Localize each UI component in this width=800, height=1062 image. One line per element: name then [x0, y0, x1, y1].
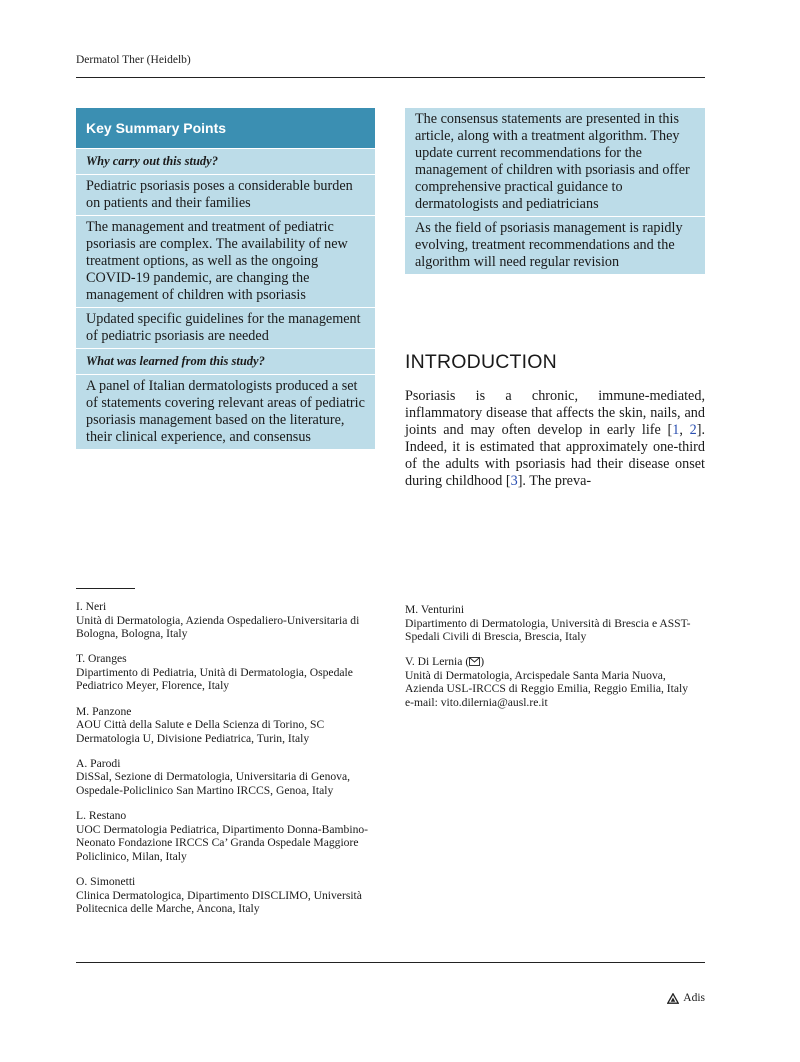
- affiliation-entry: [76, 652, 376, 693]
- summary-point: A panel of Italian dermatologists produced a set of statements covering relevant areas of pediatric psoriasis management based on the literature, their clinical experience, and consensus: [76, 374, 375, 449]
- summary-subheading: Why carry out this study?: [76, 148, 375, 174]
- author-name: I. Neri: [76, 600, 107, 613]
- author-affiliation: UOC Dermatologia Pediatrica, Dipartimento Donna-Bambino-Neonato Fondazione IRCCS Ca’ Granda Ospedale Maggiore Policlinico, Milan, Italy: [76, 822, 369, 863]
- affiliation-entry: [76, 600, 376, 641]
- intro-text-2: ]. Indeed, it is estimated that approximately one-third of the adults with psoriasis had their disease onset during childhood [: [405, 422, 705, 489]
- summary-point: The management and treatment of pediatric psoriasis are complex. The availability of new treatment options, as well as the ongoing COVID-19 pandemic, are changing the management of children with psoriasis: [76, 215, 375, 307]
- publisher-name: Adis: [683, 992, 705, 1004]
- affiliation-entry: [405, 603, 705, 644]
- author-name: L. Restano: [76, 809, 127, 823]
- affiliations-left: [76, 600, 376, 927]
- footnote-rule: [76, 588, 135, 589]
- affiliation-entry: [76, 809, 376, 863]
- intro-text-1: Psoriasis is a chronic, immune-mediated, inflammatory disease that affects the skin, nails, and joints and may often develop in early life [: [405, 388, 705, 438]
- running-head: Dermatol Ther (Heidelb): [76, 54, 191, 66]
- section-heading-introduction: INTRODUCTION: [405, 351, 557, 373]
- author-name: V. Di Lernia: [405, 655, 463, 669]
- author-affiliation: Unità di Dermatologia, Arcispedale Santa Maria Nuova, Azienda USL-IRCCS di Reggio Emilia, Reggio Emilia, Italy: [405, 668, 689, 696]
- introduction-paragraph: [405, 388, 705, 490]
- author-name: O. Simonetti: [76, 875, 136, 888]
- author-affiliation: Clinica Dermatologica, Dipartimento DISCLIMO, Università Politecnica delle Marche, Ancona, Italy: [76, 888, 362, 916]
- affiliation-entry: [76, 705, 376, 746]
- key-summary-box-left: [76, 108, 375, 449]
- author-affiliation: Dipartimento di Pediatria, Unità di Dermatologia, Ospedale Pediatrico Meyer, Florence, Italy: [76, 665, 353, 693]
- envelope-icon: [469, 655, 480, 668]
- email-label: e-mail:: [405, 696, 441, 710]
- summary-point: As the field of psoriasis management is rapidly evolving, treatment recommendations and the algorithm will need regular revision: [405, 216, 705, 274]
- summary-point: Pediatric psoriasis poses a considerable burden on patients and their families: [76, 174, 375, 215]
- author-affiliation: Unità di Dermatologia, Azienda Ospedaliero-Universitaria di Bologna, Bologna, Italy: [76, 613, 360, 641]
- author-name: M. Panzone: [76, 704, 132, 718]
- summary-point: The consensus statements are presented in this article, along with a treatment algorithm. They update current recommendations for the management of children with psoriasis and offer comprehensive practical guidance to dermatologists and pediatricians: [405, 108, 705, 216]
- author-affiliation: DiSSal, Sezione di Dermatologia, Universitaria di Genova, Ospedale-Policlinico San Martino IRCCS, Genoa, Italy: [76, 770, 350, 798]
- key-summary-title: Key Summary Points: [76, 108, 375, 148]
- corresponding-author: V. Di Lernia ( ) Unità di Dermatologia, Arcispedale Santa Maria Nuova, Azienda USL-IRCCS di Reggio Emilia, Reggio Emilia, Italy e-mail: vito.dilernia@ausl.re.it: [405, 655, 705, 709]
- key-summary-box-right: [405, 108, 705, 274]
- publisher-logo: [667, 992, 705, 1004]
- summary-subheading: What was learned from this study?: [76, 348, 375, 374]
- affiliation-entry: [76, 875, 376, 916]
- author-name: M. Venturini: [405, 603, 465, 616]
- author-affiliation: AOU Città della Salute e Della Scienza di Torino, SC Dermatologia U, Divisione Pediatrica, Turin, Italy: [76, 718, 325, 745]
- summary-point: Updated specific guidelines for the management of pediatric psoriasis are needed: [76, 307, 375, 348]
- intro-text-3: ]. The preva-: [517, 473, 592, 489]
- citation-link[interactable]: 1: [672, 422, 680, 438]
- citation-link[interactable]: 2: [689, 422, 697, 438]
- author-affiliation: Dipartimento di Dermatologia, Università di Brescia e ASST-Spedali Civili di Brescia, Brescia, Italy: [405, 616, 691, 644]
- author-name: A. Parodi: [76, 756, 121, 770]
- header-rule: [76, 77, 705, 78]
- author-name: T. Oranges: [76, 652, 127, 666]
- footer-rule: [76, 962, 705, 963]
- affiliation-entry: [76, 757, 376, 798]
- affiliations-right: [405, 603, 705, 721]
- email-link[interactable]: vito.dilernia@ausl.re.it: [440, 696, 548, 710]
- citation-separator: ,: [679, 422, 690, 438]
- citation-link[interactable]: 3: [510, 473, 518, 489]
- adis-triangle-icon: [667, 993, 679, 1004]
